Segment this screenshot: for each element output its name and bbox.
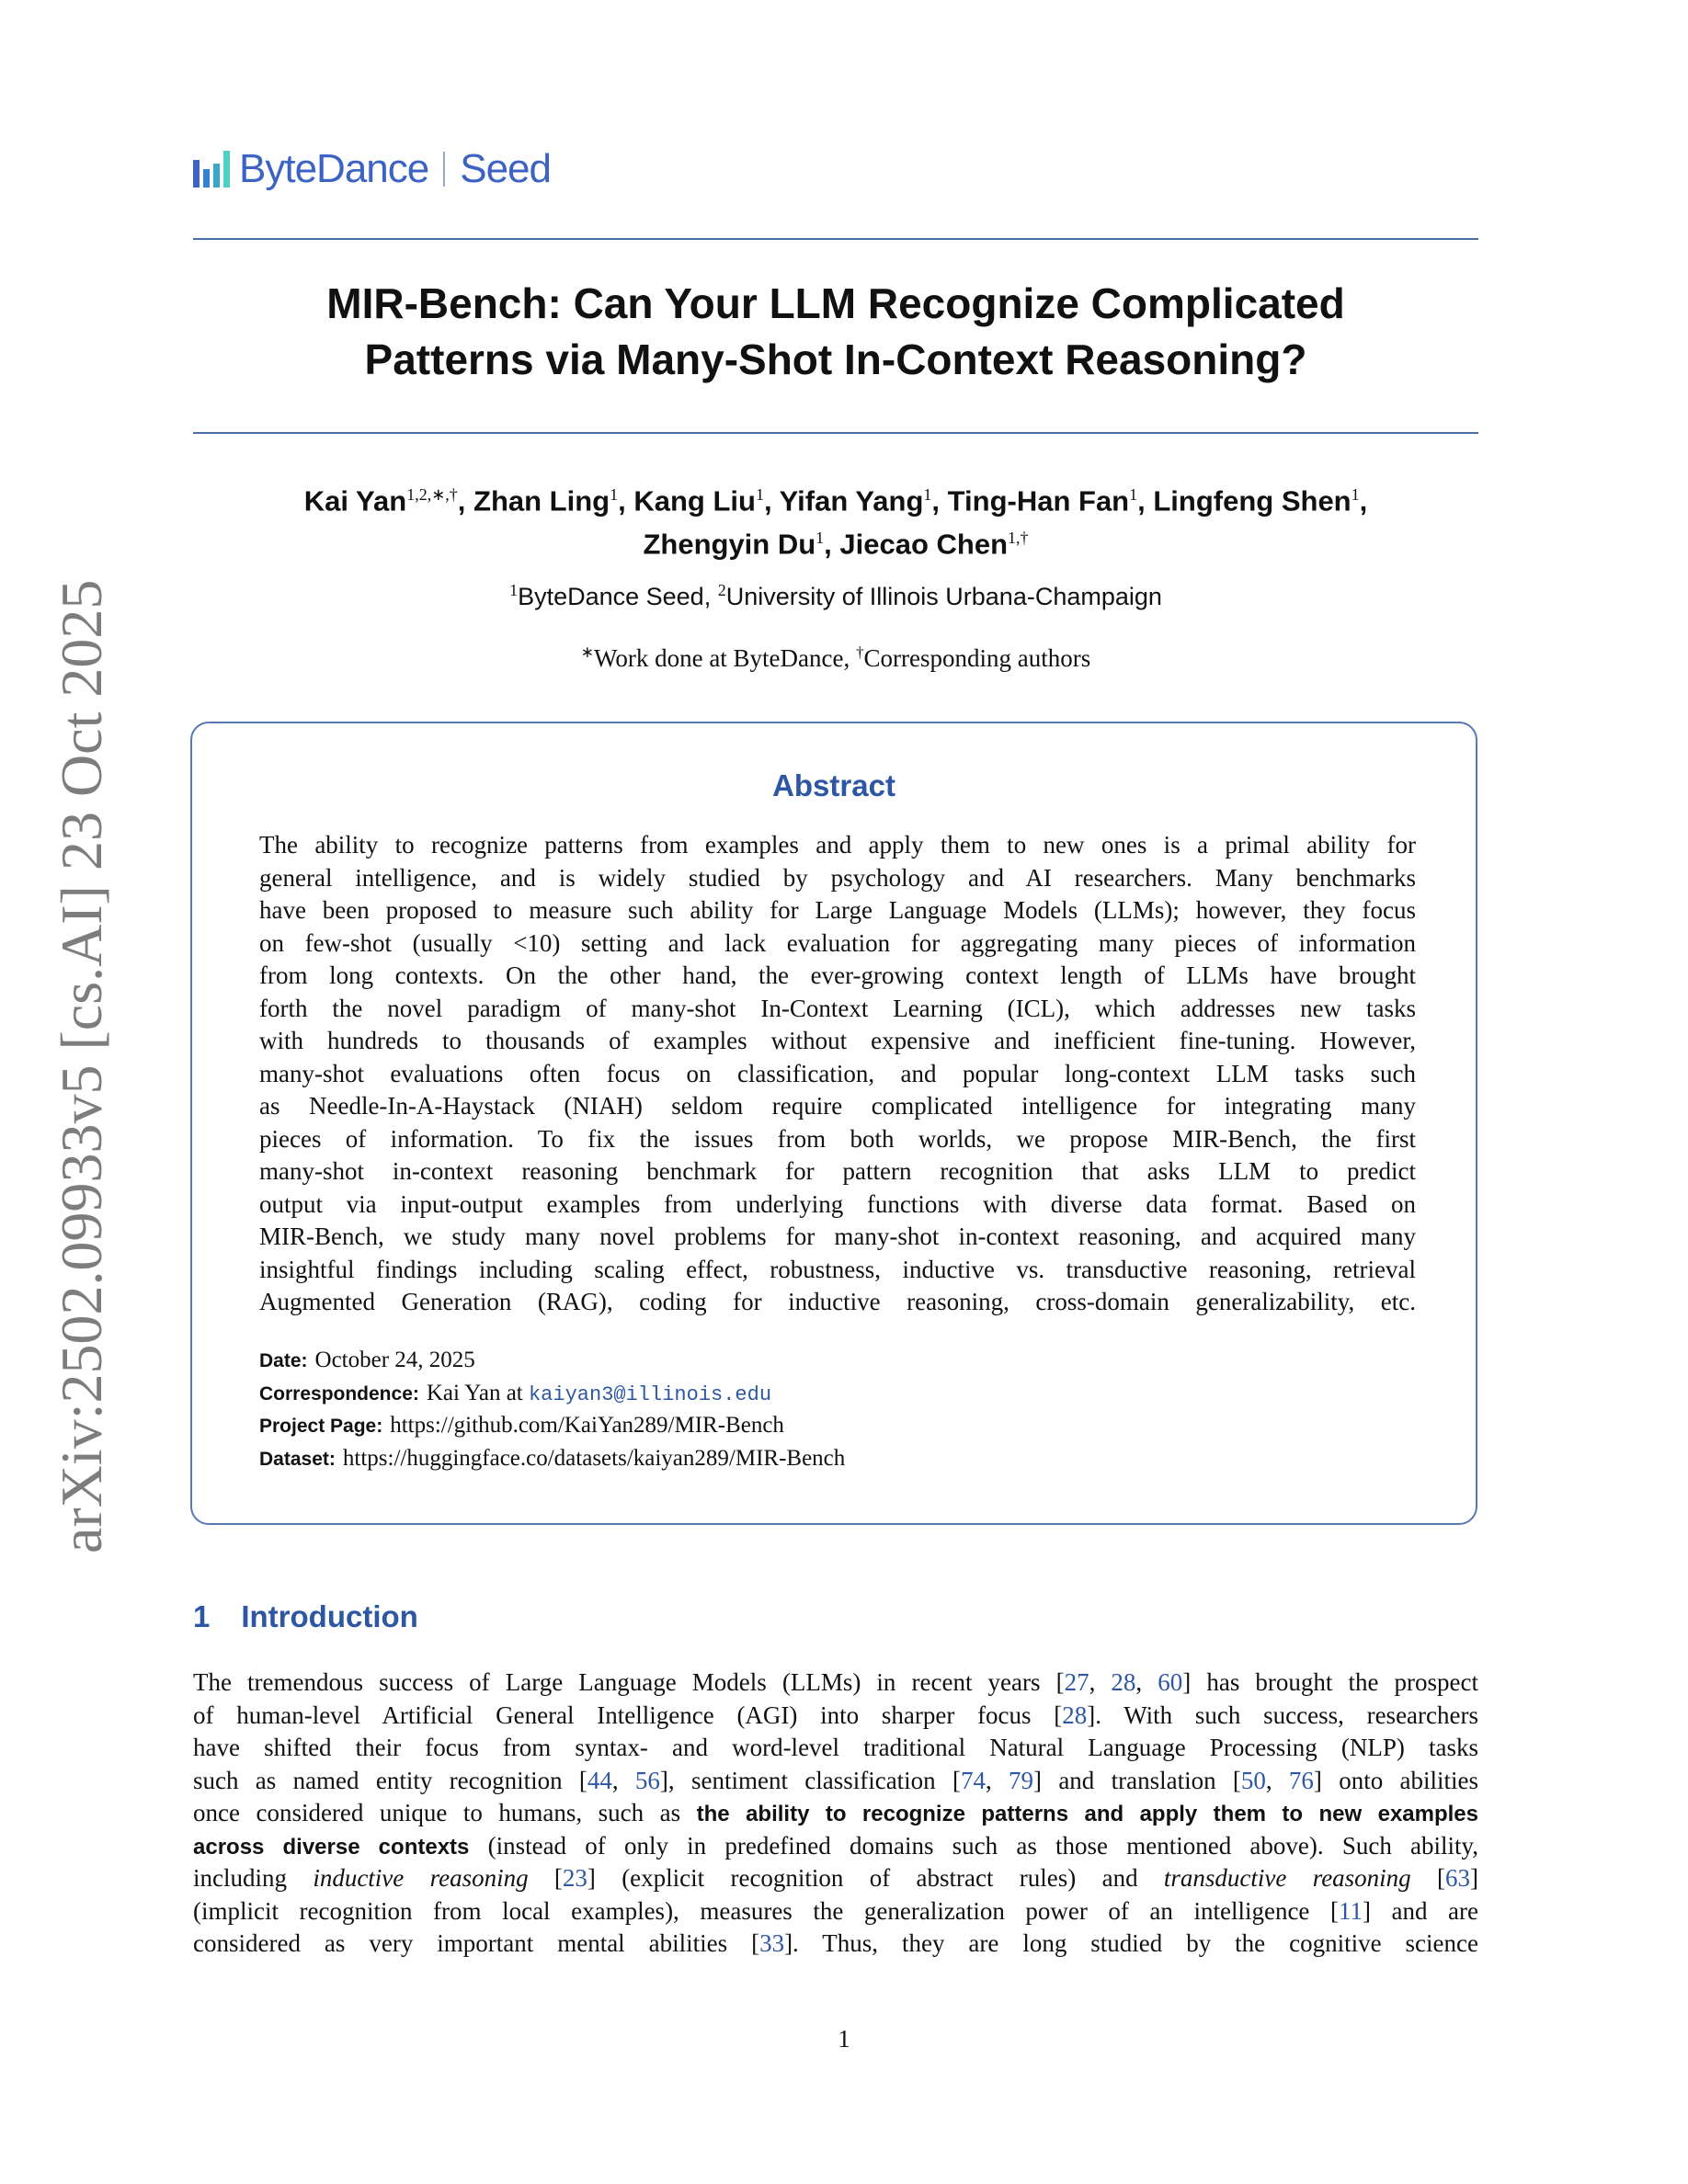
- footnote-mark: †: [856, 643, 864, 661]
- top-rule: [193, 238, 1478, 240]
- text-segment: have shifted their focus from syntax- and word-level traditional Natural Language Processing (NLP) tasks: [193, 1734, 1478, 1761]
- author-name: Zhan Ling: [473, 484, 610, 518]
- text-segment: ]. With such success, researchers: [1087, 1701, 1478, 1729]
- project-page-row: [259, 1409, 845, 1442]
- abstract-line: with hundreds to thousands of examples without expensive and inefficient fine-tuning. However,: [259, 1027, 1416, 1054]
- text-segment: ] onto abilities: [1313, 1766, 1478, 1794]
- abstract-line: The ability to recognize patterns from examples and apply them to new ones is a primal ability for: [259, 831, 1416, 859]
- abstract-line: general intelligence, and is widely studied by psychology and AI researchers. Many benchmarks: [259, 863, 1416, 892]
- project-page-label: Project Page:: [259, 1416, 383, 1437]
- title-bottom-rule: [193, 432, 1478, 434]
- affiliation: University of Illinois Urbana-Champaign: [725, 583, 1162, 610]
- section-number: 1: [193, 1599, 211, 1633]
- arxiv-stamp: arXiv:2502.09933v5 [cs.AI] 23 Oct 2025: [49, 579, 114, 1553]
- text-segment: ,: [1135, 1668, 1158, 1696]
- citation-link[interactable]: 23: [562, 1864, 587, 1892]
- author-name: Kang Liu: [633, 484, 756, 518]
- logo-divider: [443, 152, 445, 187]
- citation-link[interactable]: 27: [1064, 1668, 1089, 1696]
- intro-line: [193, 1732, 1478, 1765]
- author-affiliation-sup: 1: [815, 529, 825, 548]
- logo-product: Seed: [460, 146, 551, 191]
- author-name: Lingfeng Shen: [1153, 484, 1352, 518]
- text-segment: ,: [985, 1766, 1009, 1794]
- author-affiliation-sup: 1,2,∗,†: [406, 485, 458, 504]
- text-segment: ,: [611, 1766, 635, 1794]
- abstract-line: forth the novel paradigm of many-shot In-Context Learning (ICL), which addresses new tasks: [259, 994, 1416, 1022]
- affiliation-sup: 1: [509, 581, 519, 599]
- citation-link[interactable]: 33: [759, 1929, 785, 1957]
- author-list: Kai Yan$^{1,2,∗,\dagger}$, Zhan Ling$^1$, Kang Liu$^1$, Yifan Yang$^1$, Ting-Han Fan$^1$, Lingfeng Shen$^1$, Zhengyin Du$^1$, Jiecao Chen$^{1,\dagger}$: [303, 484, 1368, 561]
- section-title: Introduction: [241, 1599, 418, 1633]
- page-number: 1: [838, 2025, 850, 2053]
- paper-title: [193, 276, 1478, 388]
- intro-line: [193, 1700, 1478, 1733]
- dataset-label: Dataset:: [259, 1448, 336, 1470]
- bytedance-seed-logo: [193, 145, 551, 193]
- date-row: [259, 1344, 845, 1377]
- author-name: Yifan Yang: [779, 484, 924, 518]
- paper-metadata: [259, 1344, 845, 1474]
- text-segment: including: [193, 1864, 314, 1892]
- text-segment: considered as very important mental abilities [: [193, 1929, 760, 1957]
- abstract-text: [259, 829, 1416, 1319]
- citation-link[interactable]: 74: [960, 1766, 986, 1794]
- footnote-mark: ∗: [580, 643, 595, 661]
- abstract-line: on few-shot (usually <10) setting and lack evaluation for aggregating many pieces of information: [259, 928, 1416, 957]
- italic-text: inductive reasoning: [313, 1864, 529, 1892]
- text-segment: (instead of only in predefined domains such as those mentioned above). Such ability,: [469, 1831, 1478, 1860]
- citation-link[interactable]: 28: [1111, 1668, 1136, 1696]
- abstract-line: many-shot evaluations often focus on classification, and popular long-context LLM tasks such: [259, 1059, 1416, 1087]
- abstract-line: insightful findings including scaling effect, robustness, inductive vs. transductive reasoning, retrieval: [259, 1255, 1416, 1283]
- intro-line: [193, 1797, 1478, 1830]
- text-segment: The tremendous success of Large Language Models (LLMs) in recent years [: [193, 1668, 1065, 1696]
- citation-link[interactable]: 60: [1158, 1668, 1183, 1696]
- text-segment: such as named entity recognition [: [193, 1766, 587, 1794]
- text-segment: ]. Thus, they are long studied by the cognitive science: [784, 1929, 1478, 1957]
- dataset-link[interactable]: https://huggingface.co/datasets/kaiyan289/MIR-Bench: [342, 1445, 846, 1471]
- dataset-row: [259, 1442, 845, 1475]
- italic-text: transductive reasoning: [1163, 1864, 1411, 1892]
- text-segment: ] and translation [: [1033, 1766, 1241, 1794]
- citation-link[interactable]: 63: [1445, 1864, 1470, 1892]
- correspondence-row: [259, 1377, 845, 1410]
- abstract-heading: Abstract: [772, 768, 895, 802]
- text-segment: ]: [1470, 1864, 1478, 1892]
- author-name: Zhengyin Du: [643, 528, 816, 561]
- text-segment: of human-level Artificial General Intelligence (AGI) into sharper focus [: [193, 1701, 1063, 1729]
- title-line-2: Patterns via Many-Shot In-Context Reasoning?: [364, 336, 1307, 383]
- abstract-line: output via input-output examples from underlying functions with diverse data format. Based on: [259, 1189, 1416, 1218]
- date-value: October 24, 2025: [314, 1348, 475, 1372]
- citation-link[interactable]: 28: [1062, 1701, 1088, 1729]
- bold-text: the ability to recognize patterns and apply them to new examples: [696, 1802, 1479, 1826]
- author-affiliation-sup: 1: [923, 485, 932, 504]
- author-name: Ting-Han Fan: [947, 484, 1130, 518]
- introduction-text: [193, 1666, 1478, 1961]
- abstract-line: have been proposed to measure such ability for Large Language Models (LLMs); however, they focus: [259, 896, 1416, 924]
- intro-line: [193, 1830, 1478, 1863]
- correspondence-email-link[interactable]: kaiyan3@illinois.edu: [528, 1382, 772, 1406]
- footnote: Work done at ByteDance,: [594, 644, 850, 672]
- author-affiliation-sup: 1: [755, 485, 764, 504]
- text-segment: [: [528, 1864, 563, 1892]
- citation-link[interactable]: 79: [1009, 1766, 1034, 1794]
- citation-link[interactable]: 56: [634, 1766, 660, 1794]
- author-affiliation-sup: 1: [1351, 485, 1360, 504]
- author-affiliation-sup: 1: [1129, 485, 1138, 504]
- text-segment: once considered unique to humans, such as: [193, 1799, 697, 1826]
- author-footnotes: [193, 643, 1478, 673]
- footnote: Corresponding authors: [863, 644, 1091, 672]
- text-segment: (implicit recognition from local examples), measures the generalization power of an intelligence [: [193, 1896, 1339, 1925]
- abstract-line: as Needle-In-A-Haystack (NIAH) seldom require complicated intelligence for integrating many: [259, 1092, 1416, 1120]
- bold-text: across diverse contexts: [193, 1834, 470, 1860]
- intro-line: [193, 1765, 1478, 1798]
- author-affiliation-sup: 1,†: [1008, 529, 1029, 548]
- text-segment: ,: [1265, 1766, 1289, 1794]
- abstract-line: MIR-Bench, we study many novel problems for many-shot in-context reasoning, and acquired many: [259, 1223, 1416, 1250]
- text-segment: [: [1410, 1864, 1445, 1892]
- citation-link[interactable]: 11: [1338, 1896, 1363, 1925]
- date-label: Date:: [259, 1350, 308, 1371]
- intro-line: [193, 1862, 1478, 1895]
- text-segment: ], sentiment classification [: [659, 1766, 961, 1794]
- intro-line: [193, 1895, 1478, 1928]
- intro-line: [193, 1666, 1478, 1700]
- title-line-1: MIR-Bench: Can Your LLM Recognize Complicated: [326, 279, 1345, 327]
- correspondence-text: Kai Yan at: [426, 1380, 523, 1405]
- text-segment: ] (explicit recognition of abstract rules) and: [587, 1864, 1164, 1892]
- correspondence-label: Correspondence:: [259, 1382, 419, 1405]
- section-heading-introduction: [193, 1599, 418, 1634]
- logo-bars-icon: [193, 151, 230, 188]
- intro-line: [193, 1928, 1478, 1961]
- abstract-line: many-shot in-context reasoning benchmark for pattern recognition that asks LLM to predict: [259, 1157, 1416, 1185]
- citation-link[interactable]: 44: [587, 1766, 612, 1794]
- abstract-line: Augmented Generation (RAG), coding for inductive reasoning, cross-domain generalizability, etc.: [259, 1288, 1416, 1315]
- author-name: Jiecao Chen: [839, 528, 1009, 561]
- citation-link[interactable]: 76: [1288, 1766, 1314, 1794]
- affiliation-sup: 2: [717, 581, 726, 599]
- citation-link[interactable]: 50: [1240, 1766, 1266, 1794]
- author-affiliation-sup: 1: [610, 485, 619, 504]
- affiliations: $^1$ByteDance Seed, $^2$University of Illinois Urbana-Champaign: [509, 581, 1162, 610]
- text-segment: ] has brought the prospect: [1182, 1668, 1479, 1696]
- affiliation: ByteDance Seed: [518, 583, 704, 610]
- author-name: Kai Yan: [303, 484, 407, 518]
- abstract-line: pieces of information. To fix the issues from both worlds, we propose MIR-Bench, the first: [259, 1124, 1416, 1153]
- text-segment: ] and are: [1362, 1896, 1478, 1925]
- text-segment: ,: [1089, 1668, 1112, 1696]
- logo-brand: ByteDance: [239, 146, 429, 191]
- abstract-line: from long contexts. On the other hand, the ever-growing context length of LLMs have brought: [259, 961, 1416, 989]
- project-page-link[interactable]: https://github.com/KaiYan289/MIR-Bench: [390, 1413, 784, 1438]
